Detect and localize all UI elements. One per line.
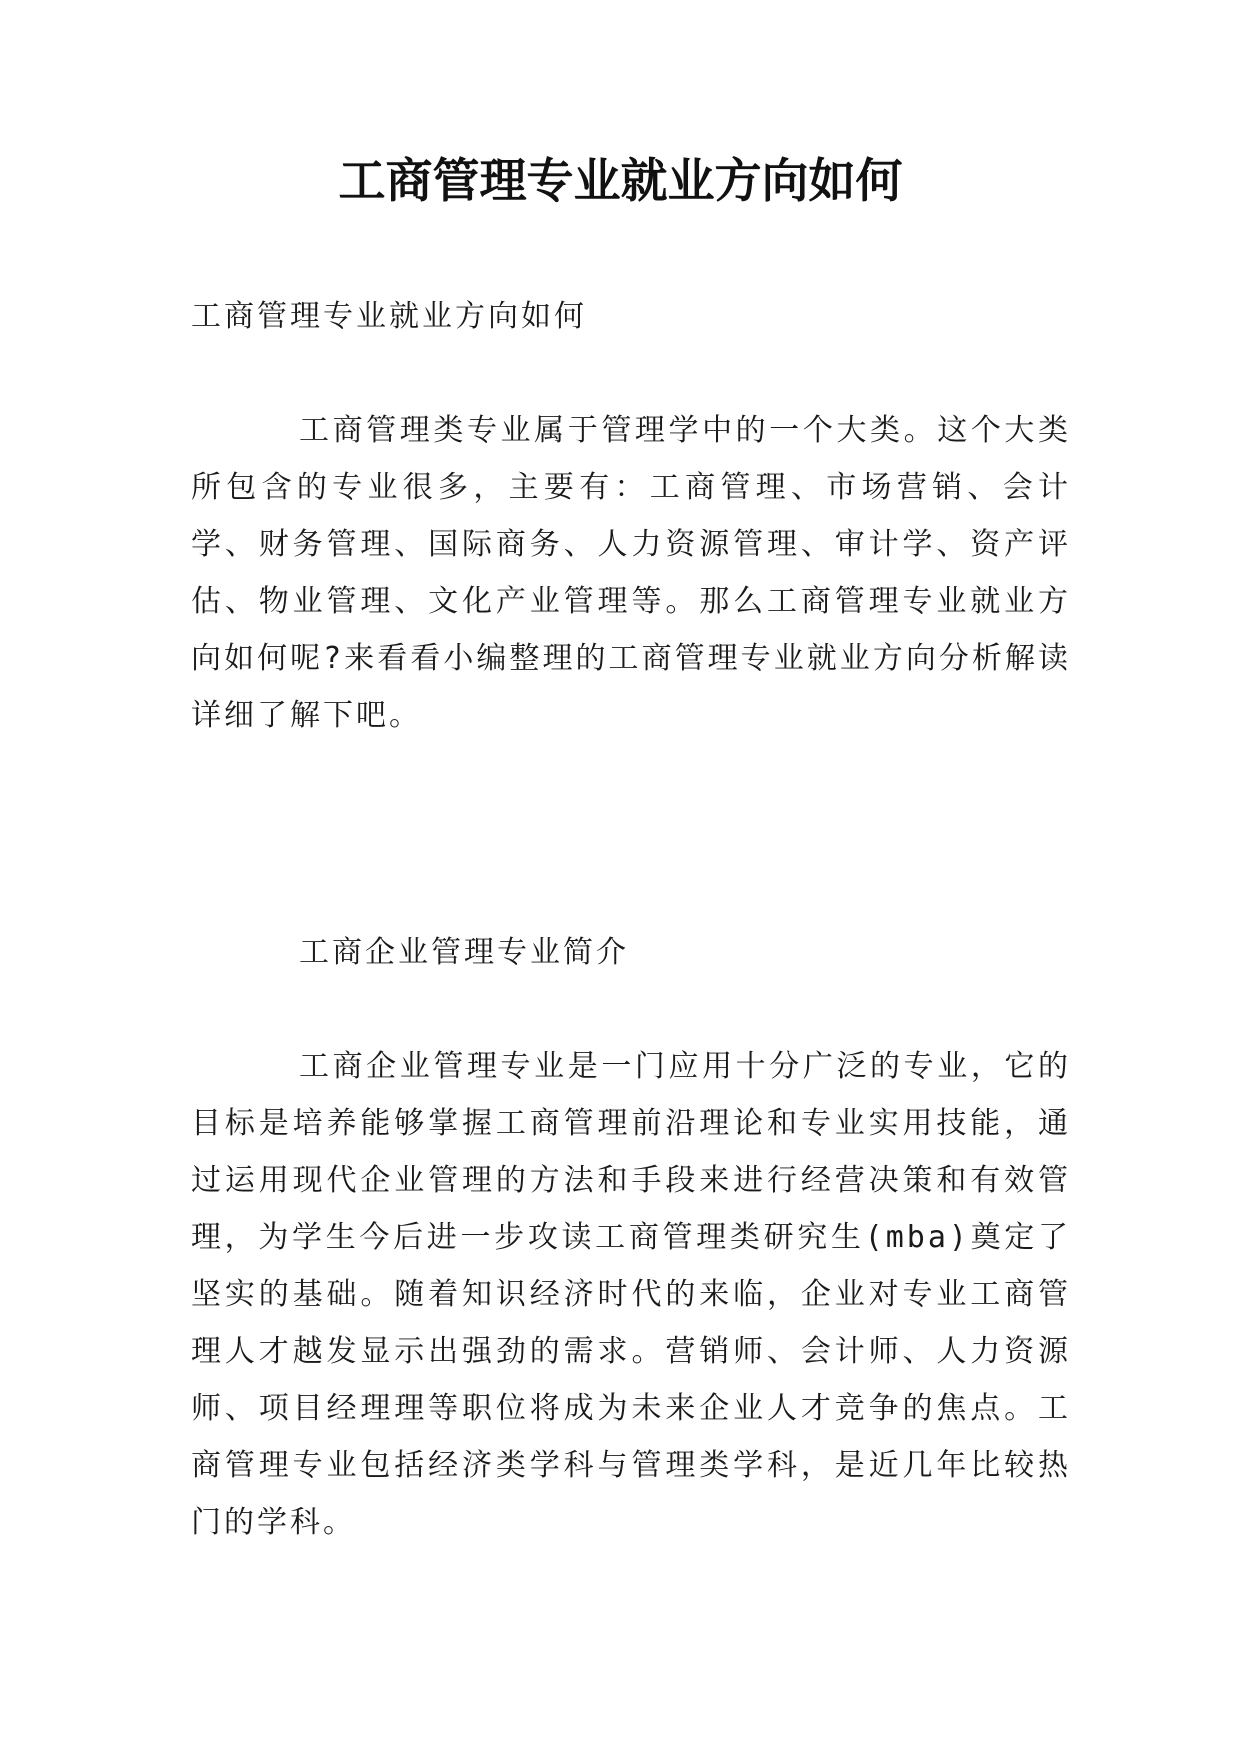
document-title: 工商管理专业就业方向如何 — [338, 154, 903, 209]
section-heading: 工商企业管理专业简介 — [299, 935, 629, 970]
section-paragraph: 工商企业管理专业是一门应用十分广泛的专业，它的目标是培养能够掌握工商管理前沿理论和专业实用技能，通过运用现代企业管理的方法和手段来进行经营决策和有效管理，为学生今后进一步攻读工商管理类研究生(mba)奠定了坚实的基础。随着知识经济时代的来临，企业对专业工商管理人才越发显示出强劲的需求。营销师、会计师、人力资源师、项目经理理等职位将成为未来企业人才竞争的焦点。工商管理专业包括经济类学科与管理类学科，是近几年比较热门的学科。 — [191, 1049, 1071, 1540]
document-subtitle: 工商管理专业就业方向如何 — [191, 299, 587, 334]
intro-paragraph: 工商管理类专业属于管理学中的一个大类。这个大类所包含的专业很多，主要有：工商管理、市场营销、会计学、财务管理、国际商务、人力资源管理、审计学、资产评估、物业管理、文化产业管理等。那么工商管理专业就业方向如何呢?来看看小编整理的工商管理专业就业方向分析解读详细了解下吧。 — [191, 413, 1071, 733]
